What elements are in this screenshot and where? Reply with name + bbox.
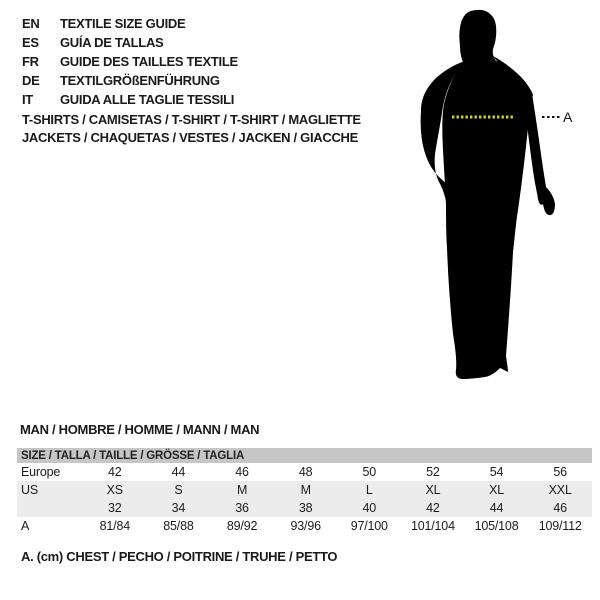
table-cell: 54: [489, 465, 504, 479]
table-cell: 97/100: [350, 519, 388, 533]
table-cell: 105/108: [474, 519, 519, 533]
table-cell: 42: [108, 465, 122, 479]
table-cell: 38: [298, 501, 313, 515]
table-cell: 36: [235, 501, 249, 515]
table-cell: 48: [298, 465, 313, 479]
table-cell: 50: [362, 465, 377, 479]
table-cell: 52: [426, 465, 440, 479]
table-cell: 81/84: [99, 519, 130, 533]
footnote-chest-legend: A. (cm) CHEST / PECHO / POITRINE / TRUHE / PETTO: [21, 549, 338, 564]
language-list: [22, 14, 238, 109]
table-cell: 46: [235, 465, 249, 479]
table-row-chest-a: [17, 517, 592, 535]
language-row: [22, 33, 238, 52]
size-table: [17, 448, 592, 535]
language-code: EN: [22, 16, 40, 31]
table-cell: 89/92: [226, 519, 258, 533]
table-cell: 109/112: [538, 519, 582, 533]
table-cell: M: [300, 483, 311, 497]
language-label: TEXTILGRÖßENFÜHRUNG: [60, 73, 220, 88]
table-cell: XXL: [548, 483, 572, 497]
table-row-us: [17, 481, 592, 499]
language-row: [22, 71, 238, 90]
language-label: GUIDE DES TAILLES TEXTILE: [60, 54, 238, 69]
row-label: US: [21, 483, 38, 497]
man-silhouette-figure: [405, 0, 600, 400]
language-code: IT: [22, 92, 33, 107]
table-cell: XL: [489, 483, 504, 497]
table-row-us-numeric: [17, 499, 592, 517]
table-cell: 34: [171, 501, 186, 515]
section-title-man: MAN / HOMBRE / HOMME / MANN / MAN: [20, 422, 260, 437]
table-cell: 93/96: [290, 519, 321, 533]
table-cell: 40: [362, 501, 377, 515]
table-cell: 46: [553, 501, 567, 515]
table-cell: XS: [106, 483, 123, 497]
row-label: Europe: [21, 465, 61, 479]
language-label: GUÍA DE TALLAS: [60, 35, 164, 50]
category-list: [22, 111, 361, 147]
language-code: FR: [22, 54, 39, 69]
table-cell: S: [174, 483, 183, 497]
table-cell: 44: [489, 501, 504, 515]
category-tshirts: T-SHIRTS / CAMISETAS / T-SHIRT / T-SHIRT / MAGLIETTE: [22, 112, 361, 127]
table-cell: 85/88: [163, 519, 194, 533]
size-table-header: SIZE / TALLA / TAILLE / GRÖSSE / TAGLIA: [17, 448, 592, 463]
language-code: DE: [22, 73, 40, 88]
measure-label-a: A: [563, 109, 573, 125]
language-code: ES: [22, 35, 39, 50]
table-cell: 42: [426, 501, 440, 515]
table-cell: 32: [108, 501, 122, 515]
language-row: [22, 14, 238, 33]
table-cell: 56: [553, 465, 567, 479]
table-row-europe: [17, 463, 592, 481]
category-jackets: JACKETS / CHAQUETAS / VESTES / JACKEN / GIACCHE: [22, 130, 358, 145]
table-cell: L: [365, 483, 373, 497]
language-row: [22, 90, 238, 109]
man-silhouette-svg: [405, 0, 600, 400]
table-cell: M: [236, 483, 248, 497]
language-row: [22, 52, 238, 71]
language-label: GUIDA ALLE TAGLIE TESSILI: [60, 92, 235, 107]
table-cell: XL: [425, 483, 441, 497]
table-cell: 101/104: [411, 519, 455, 533]
row-label: A: [21, 519, 30, 533]
table-cell: 44: [171, 465, 186, 479]
language-label: TEXTILE SIZE GUIDE: [60, 16, 186, 31]
